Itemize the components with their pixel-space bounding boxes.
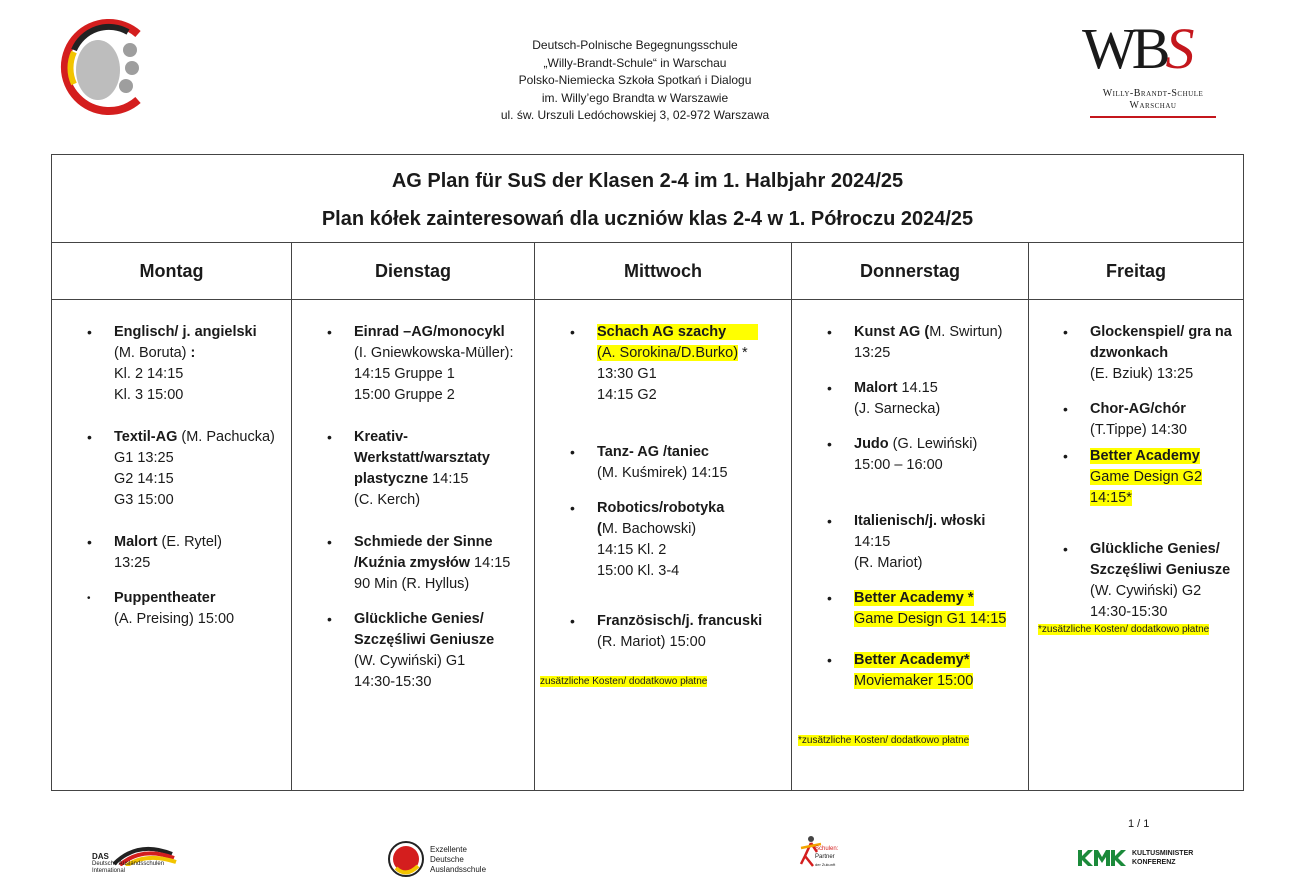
activity-name: Szczęśliwi Geniusze <box>1090 562 1231 578</box>
activity-name: • Glückliche Genies/ <box>354 611 484 627</box>
teacher: (E. Rytel) <box>157 534 222 550</box>
list-item <box>567 611 789 653</box>
page-number: 1 / 1 <box>1128 818 1150 830</box>
teacher: (I. Gniewkowska-Müller): <box>354 345 514 361</box>
school-name-de-2: „Willy-Brandt-Schule“ in Warschau <box>543 55 727 70</box>
extra-cost-note: zusätzliche Kosten/ dodatkowo płatne <box>540 676 708 687</box>
activity-name: • Glockenspiel/ gra na <box>1090 324 1232 340</box>
column-montag <box>84 322 289 630</box>
pasch-label-2: Partner <box>815 854 835 860</box>
pasch-label-3: der Zukunft <box>815 862 836 867</box>
activity-name: • Tanz- AG /taniec <box>597 444 709 460</box>
list-item <box>1060 539 1242 623</box>
das-label: DAS <box>92 852 109 861</box>
column-donnerstag <box>798 322 1026 747</box>
title-polish: Plan kółek zainteresowań dla uczniów klas 2-4 w 1. Półroczu 2024/25 <box>321 208 974 230</box>
teacher: M. Swirtun) <box>929 324 1003 340</box>
time-line: G3 15:00 <box>114 492 174 508</box>
das-label-3: International <box>92 868 126 874</box>
list-item <box>824 588 1026 630</box>
das-label-2: Deutsche Auslandsschulen <box>92 861 165 867</box>
excellent-label-3: Auslandsschule <box>430 865 487 874</box>
school-name-pl-2: im. Willy’ego Brandta w Warszawie <box>541 90 729 105</box>
time-line: G2 14:15 <box>114 471 174 487</box>
activity-name: • Robotics/robotyka <box>597 500 725 516</box>
time-line: Game Design G1 14:15 <box>854 611 1007 627</box>
activity-name: plastyczne <box>354 471 429 487</box>
activity-name: • Kreativ- <box>354 429 408 445</box>
paren: ( <box>597 521 602 537</box>
title-german: AG Plan für SuS der Klasen 2-4 im 1. Halbjahr 2024/25 <box>391 170 904 192</box>
kmk-label-1: KULTUSMINISTER <box>1132 850 1194 857</box>
time-line: 14:15 <box>854 534 891 550</box>
activity-name: • Französisch/j. francuski <box>597 613 763 629</box>
list-item <box>84 588 289 630</box>
teacher: (W. Cywiński) G2 <box>1090 583 1202 599</box>
time-line: Moviemaker 15:00 <box>854 673 974 689</box>
column-divider <box>1028 243 1029 790</box>
activity-name: Better Academy <box>1090 448 1200 464</box>
activity-name: • Puppentheater <box>114 590 216 606</box>
time-line: 14:15* <box>1090 490 1132 506</box>
column-divider <box>534 243 535 790</box>
activity-name: • Italienisch/j. włoski <box>854 513 986 529</box>
activity-name: • Schmiede der Sinne <box>354 534 493 550</box>
activity-name: Szczęśliwi Geniusze <box>354 632 495 648</box>
activity-name: Textil-AG <box>114 429 178 445</box>
time-line: 13:25 <box>114 555 151 571</box>
teacher: M. Bachowski) <box>601 521 697 537</box>
time-line: 15:00 Kl. 3-4 <box>597 563 680 579</box>
teacher: (A. Sorokina/D.Burko) <box>597 345 739 361</box>
column-divider <box>791 243 792 790</box>
time-line: 14:30-15:30 <box>1090 604 1168 620</box>
list-item <box>1060 446 1242 509</box>
wbs-letters-wb: WB <box>1082 16 1166 81</box>
time-line: (T.Tippe) 14:30 <box>1090 422 1187 438</box>
teacher: (M. Boruta) <box>114 345 187 361</box>
time-line: Kl. 3 15:00 <box>114 387 184 403</box>
teacher: (M. Pachucka) <box>177 429 275 445</box>
time: 14:15 <box>428 471 469 487</box>
school-seal-logo <box>58 12 150 120</box>
ag-plan-table <box>51 154 1244 791</box>
time-line: 14:15 Kl. 2 <box>597 542 667 558</box>
kmk-label-2: KONFERENZ <box>1132 859 1176 866</box>
school-name-pl: Polsko-Niemiecka Szkoła Spotkań i Dialogu <box>518 73 752 87</box>
activity-name: Werkstatt/warsztaty <box>354 450 490 466</box>
list-item <box>324 532 532 595</box>
time-line: 13:30 G1 <box>597 366 657 382</box>
wbs-line-1: Willy-Brandt-Schule <box>1102 88 1204 99</box>
activity-name: Better Academy * <box>854 590 974 606</box>
wbs-underline <box>1090 116 1216 118</box>
time-line: G1 13:25 <box>114 450 174 466</box>
list-item <box>324 427 532 511</box>
activity-name: Malort <box>854 380 898 396</box>
day-header-dienstag: Dienstag <box>374 261 452 281</box>
column-freitag <box>1038 322 1242 636</box>
time-line: (R. Mariot) 15:00 <box>597 634 706 650</box>
list-item <box>824 322 1026 364</box>
column-dienstag <box>324 322 532 693</box>
list-item <box>324 609 532 693</box>
extra-cost-note: *zusätzliche Kosten/ dodatkowo płatne <box>798 735 970 746</box>
das-logo <box>92 838 192 880</box>
time-line: Game Design G2 <box>1090 469 1203 485</box>
activity-name: • Einrad –AG/monocykl <box>354 324 505 340</box>
list-item <box>824 434 1026 476</box>
school-address-block <box>470 37 800 125</box>
excellent-school-logo <box>388 838 498 880</box>
activity-name: Schach AG szachy <box>597 324 727 340</box>
list-item <box>567 498 789 582</box>
column-mittwoch <box>540 322 789 688</box>
time-line: 14:15 Gruppe 1 <box>354 366 455 382</box>
time-line: 14:15 G2 <box>597 387 657 403</box>
time: 14.15 <box>897 380 938 396</box>
teacher: (R. Mariot) <box>854 555 923 571</box>
time: 14:15 <box>470 555 511 571</box>
excellent-label-2: Deutsche <box>430 855 464 864</box>
time-line: (A. Preising) 15:00 <box>114 611 235 627</box>
wbs-logo-subtitle <box>1092 88 1214 112</box>
column-divider <box>291 243 292 790</box>
list-item <box>84 532 289 574</box>
list-item <box>1060 322 1242 385</box>
activity-name: Kunst AG ( <box>854 324 930 340</box>
list-item <box>324 322 532 406</box>
list-item <box>567 442 789 484</box>
school-name-de: Deutsch-Polnische Begegnungsschule <box>532 38 738 52</box>
wbs-letter-s: S <box>1165 16 1190 81</box>
wbs-line-2: Warschau <box>1129 100 1177 111</box>
excellent-label-1: Exzellente <box>430 845 467 854</box>
teacher: (W. Cywiński) G1 <box>354 653 466 669</box>
wbs-logo <box>1080 15 1220 120</box>
header-divider <box>52 299 1243 300</box>
time-line: 14:30-15:30 <box>354 674 432 690</box>
time-line: 15:00 – 16:00 <box>854 457 943 473</box>
time-line: (E. Bziuk) 13:25 <box>1090 366 1194 382</box>
activity-name: Better Academy* <box>854 652 970 668</box>
extra-cost-note: *zusätzliche Kosten/ dodatkowo płatne <box>1038 624 1210 635</box>
activity-name: • Chor-AG/chór <box>1090 401 1186 417</box>
colon: : <box>186 345 196 361</box>
activity-name: dzwonkach <box>1090 345 1169 361</box>
day-header-donnerstag: Donnerstag <box>859 261 960 281</box>
asterisk: * <box>738 345 748 361</box>
day-header-montag: Montag <box>139 261 204 281</box>
list-item <box>84 427 289 511</box>
activity-name: /Kuźnia zmysłów <box>354 555 471 571</box>
list-item <box>567 322 789 406</box>
time-line: 13:25 <box>854 345 891 361</box>
teacher: (G. Lewiński) <box>888 436 978 452</box>
wbs-logo-letters <box>1082 16 1190 81</box>
list-item <box>84 322 289 406</box>
time-line: (M. Kuśmirek) 14:15 <box>597 465 728 481</box>
activity-name: • Glückliche Genies/ <box>1090 541 1220 557</box>
time-line: Kl. 2 14:15 <box>114 366 184 382</box>
day-header-freitag: Freitag <box>1105 261 1166 281</box>
kmk-letters-icon <box>1078 850 1126 866</box>
title-row <box>52 155 1243 243</box>
time-line: 15:00 Gruppe 2 <box>354 387 455 403</box>
teacher: (C. Kerch) <box>354 492 421 508</box>
activity-name: Englisch/ j. angielski <box>114 324 257 340</box>
excellent-school-icon <box>388 838 426 878</box>
kmk-logo <box>1078 848 1208 870</box>
time-line: 90 Min (R. Hyllus) <box>354 576 470 592</box>
pasch-logo <box>797 834 847 878</box>
list-item <box>824 650 1026 692</box>
list-item <box>824 378 1026 420</box>
list-item <box>824 511 1026 574</box>
list-item <box>1060 399 1242 441</box>
pasch-label-1: Schulen: <box>815 846 839 852</box>
activity-name: Malort <box>114 534 158 550</box>
day-header-mittwoch: Mittwoch <box>624 261 702 281</box>
school-address: ul. św. Urszuli Ledóchowskiej 3, 02-972 Warszawa <box>500 108 770 122</box>
teacher: (J. Sarnecka) <box>854 401 941 417</box>
activity-name: Judo <box>854 436 889 452</box>
